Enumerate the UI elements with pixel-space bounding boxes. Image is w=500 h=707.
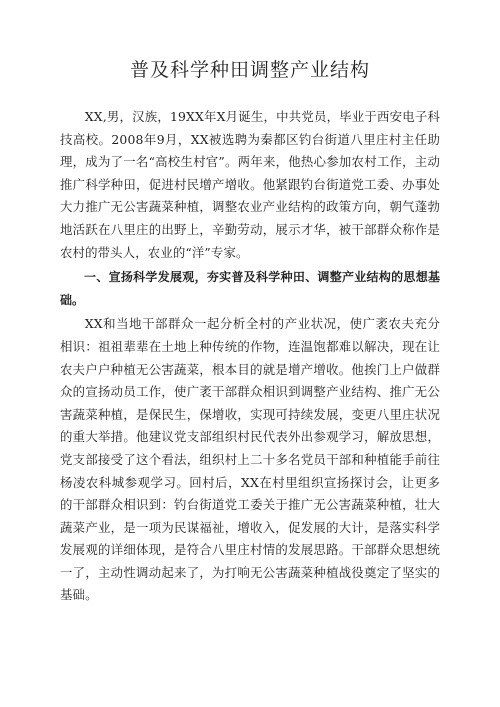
section-heading-1: 一、宣扬科学发展观，夯实普及科学种田、调整产业结构的思想基础。 <box>60 270 440 307</box>
document-title: 普及科学种田调整产业结构 <box>129 59 370 81</box>
paragraph-section-1: XX和当地干部群众一起分析全村的产业状况，使广袤农夫充分相识：祖祖辈辈在土地上种传统的作物，连温饱都难以解决，现在让农夫户户种植无公害蔬菜，根本目的就是增产增收。他挨门上户做群众的宣扬动员工作，使广袤干部群众相识到调整产业结构、推广无公害蔬菜种植，是保民生，保增收，实现可持续发展，变更八里庄状况的重大举措。他建议党支部组织村民代表外出参观学习，解放思想，党支部接受了这个看法，组织村上二十多名党员干部和种植能手前往杨凌农科城参观学习。回村后，XX在村里组织宣扬探讨会，让更多的干部群众相识到：钓台街道党工委关于推广无公害蔬菜种植，壮大蔬菜产业，是一项为民谋福祉，增收入，促发展的大计，是落实科学发展观的详细体现，是符合八里庄村情的发展思路。干部群众思想统一了，主动性调动起来了，为打响无公害蔬菜种植战役奠定了坚实的基础。 <box>60 316 440 603</box>
document-body <box>60 106 440 607</box>
paragraph-intro: XX,男，汉族，19XX年X月诞生，中共党员，毕业于西安电子科技高校。2008年9月，XX被选聘为秦都区钓台街道八里庄村主任助理，成为了一名“高校生村官”。两年来，他热心参加农村工作，主动推广科学种田，促进村民增产增收。他紧跟钓台街道党工委、办事处大力推广无公害蔬菜种植，调整农业产业结构的政策方向，朝气蓬勃地活跃在八里庄的出野上，辛勤劳动，展示才华，被干部群众称作是农村的带头人，农业的“洋”专家。 <box>60 109 440 260</box>
